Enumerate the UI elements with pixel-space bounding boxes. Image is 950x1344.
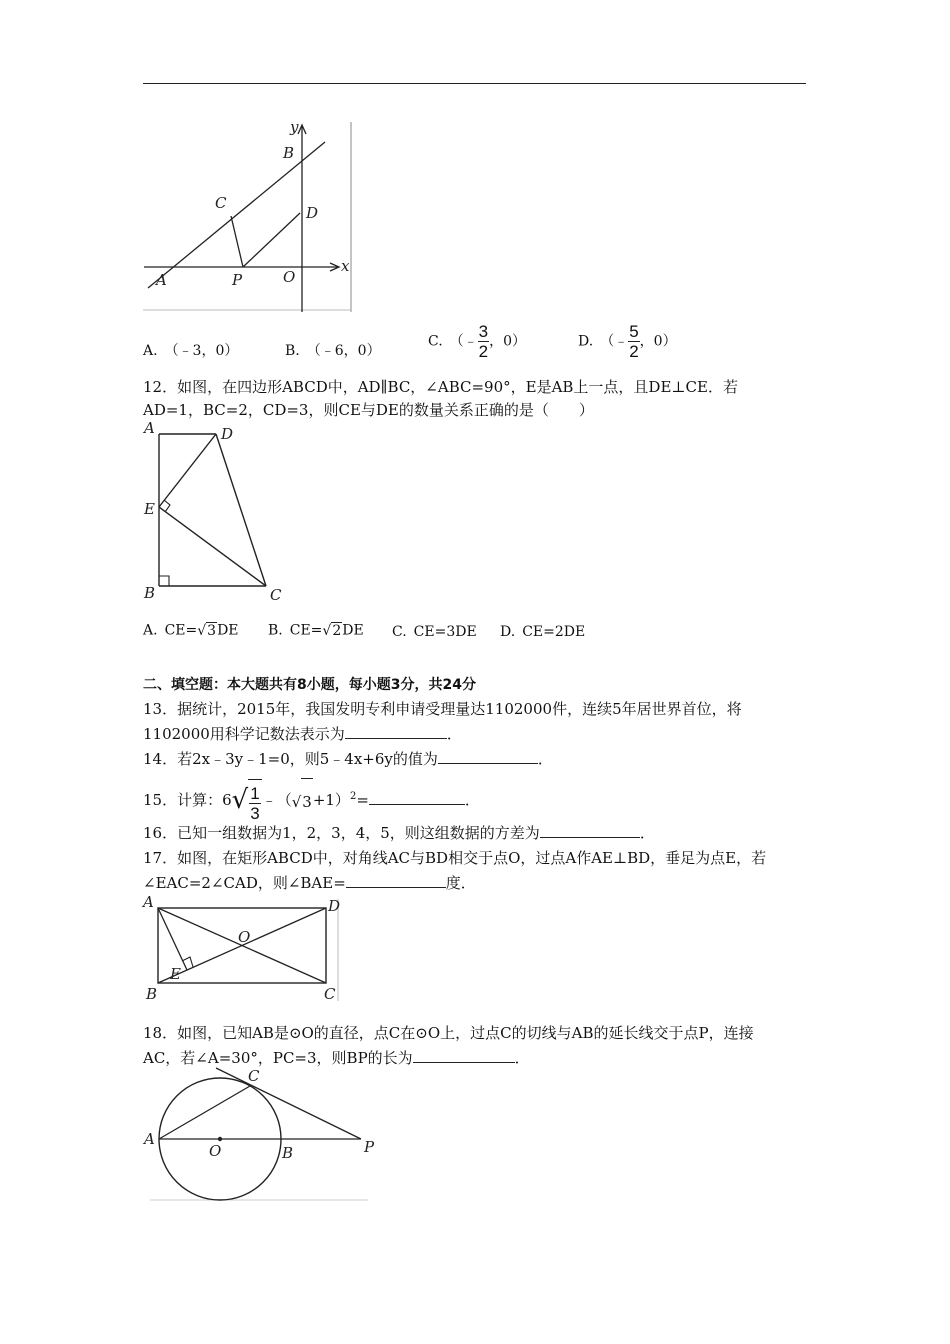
q12-option-a-post: DE [217,622,239,639]
q11-option-b-text: （﹣6，0） [306,343,381,359]
q12-line2: AD=1，BC=2，CD=3，则CE与DE的数量关系正确的是（ ） [143,401,594,419]
q11-option-d-pre: （﹣ [600,333,629,350]
q14-end: ． [537,750,553,768]
q12-option-d-letter: D. [500,624,516,640]
q11-label-B: B [283,144,295,162]
q13-line2 [143,723,462,745]
q15-mid: ﹣（ [261,791,292,809]
q15-sup: 2 [349,791,357,802]
q16-end: ． [639,824,655,842]
q15-sqrt: √3 [292,778,313,825]
q15-rad: 3 [301,778,313,825]
q11-option-d-num: 5 [629,322,639,341]
q18-figure [140,1062,380,1204]
q15-plus: +1） [312,791,350,809]
q15-fraction [249,784,260,823]
q12-label-A: A [144,419,155,437]
q15-end: ． [464,791,480,809]
q12-option-d-text: CE=2DE [522,624,586,640]
q17-label-C: C [324,985,336,1003]
q17-line2 [143,872,476,894]
q12-option-a-sqrt: √3 [197,623,217,639]
q12-option-b-rad: 2 [332,623,342,639]
q11-label-y: y [290,118,299,136]
q11-label-O: O [283,268,296,286]
q11-option-c-pre: （﹣ [449,333,478,350]
q12-label-D: D [221,425,234,443]
q17-label-O: O [238,928,251,946]
q12-option-b-sqrt: √2 [322,623,342,639]
q12-option-b-post: DE [342,622,364,639]
q18-end: ． [514,1049,530,1067]
q11-option-c-post: ，0） [489,333,527,350]
q11-option-d-letter: D. [578,333,594,350]
q13-answer-blank [345,724,447,739]
q18-answer-blank [413,1048,515,1063]
q18-label-C: C [248,1067,260,1085]
q17-figure [140,893,345,1005]
q14-text: 14．若2x﹣3y﹣1=0，则5﹣4x+6y的值为 [143,750,438,768]
q15-line [143,774,480,826]
section2-heading: 二、填空题：本大题共有8小题，每小题3分，共24分 [143,677,476,693]
q16-answer-blank [540,823,640,838]
q15-sqrt-fraction: √ $\frac{1}{3}$ [232,777,262,826]
q15-answer-blank [369,790,465,805]
q17-answer-blank [346,873,446,888]
q17-line1: 17．如图，在矩形ABCD中，对角线AC与BD相交于点O，过点A作AE⊥BD，垂足为点E，若 [143,849,767,867]
q11-figure [140,118,355,314]
q15-den: 3 [250,804,260,823]
q12-label-C: C [270,586,282,604]
q12-option-c [392,624,477,640]
q11-option-b-letter: B. [285,343,300,359]
q11-option-d-fraction [628,322,639,361]
q17-label-A: A [143,893,154,911]
q11-label-x: x [341,257,350,275]
q15-num: 1 [250,784,260,803]
q17-label-E: E [170,965,181,983]
q11-option-d [578,322,677,361]
q11-option-a-text: （﹣3，0） [164,343,239,359]
q14-answer-blank [438,749,538,764]
q12-option-d [500,624,585,640]
q11-label-P: P [232,271,243,289]
q11-label-D: D [306,204,319,222]
q12-line1: 12．如图，在四边形ABCD中，AD∥BC，∠ABC=90°，E是AB上一点，且DE⊥CE．若 [143,378,738,396]
q17-label-D: D [328,897,341,915]
q18-label-B: B [282,1144,294,1162]
q14-line [143,748,553,770]
q12-option-b-letter: B. [268,622,283,639]
q18-line2-text: AC，若∠A=30°，PC=3，则BP的长为 [143,1049,413,1067]
q11-label-A: A [156,271,167,289]
q18-label-O: O [209,1142,222,1160]
q12-option-a-rad: 3 [207,623,217,639]
q11-option-a-letter: A. [143,343,158,359]
q18-line1: 18．如图，已知AB是⊙O的直径，点C在⊙O上，过点C的切线与AB的延长线交于点P，连接 [143,1024,754,1042]
q13-line2-text: 1102000用科学记数法表示为 [143,725,345,743]
q15-fraction-wrap [248,779,261,826]
q11-option-d-den: 2 [629,342,639,361]
q12-label-E: E [144,500,155,518]
q11-option-c-fraction [478,322,489,361]
q13-line1: 13．据统计，2015年，我国发明专利申请受理量达1102000件，连续5年居世界首位，将 [143,700,742,718]
q17-label-B: B [146,985,158,1003]
q12-option-c-text: CE=3DE [413,624,477,640]
q17-end: 度． [445,874,476,892]
q12-label-B: B [144,584,156,602]
q11-option-c [428,322,526,361]
q11-option-d-post: ，0） [639,333,677,350]
q11-label-C: C [215,194,227,212]
q11-option-c-num: 3 [478,322,489,341]
q12-option-c-letter: C. [392,624,407,640]
q17-line2-text: ∠EAC=2∠CAD，则∠BAE= [143,874,346,892]
q18-label-P: P [364,1138,375,1156]
header-rule [143,83,806,84]
q16-text: 16．已知一组数据为1，2，3，4，5，则这组数据的方差为 [143,824,540,842]
q15-eq: = [356,791,369,809]
q15-pre: 15．计算：6 [143,791,232,809]
q12-figure [140,418,290,606]
q18-label-A: A [144,1130,155,1148]
q11-option-c-letter: C. [428,333,443,350]
q12-option-a-letter: A. [143,622,158,639]
q12-option-a-pre: CE= [164,622,198,639]
q13-end: ． [446,725,462,743]
q11-option-b [285,340,381,360]
q11-option-a [143,340,238,360]
q16-line [143,822,655,844]
q11-option-c-den: 2 [478,342,489,361]
q12-option-b [268,622,364,639]
q12-option-b-pre: CE= [289,622,323,639]
q12-option-a [143,622,239,639]
